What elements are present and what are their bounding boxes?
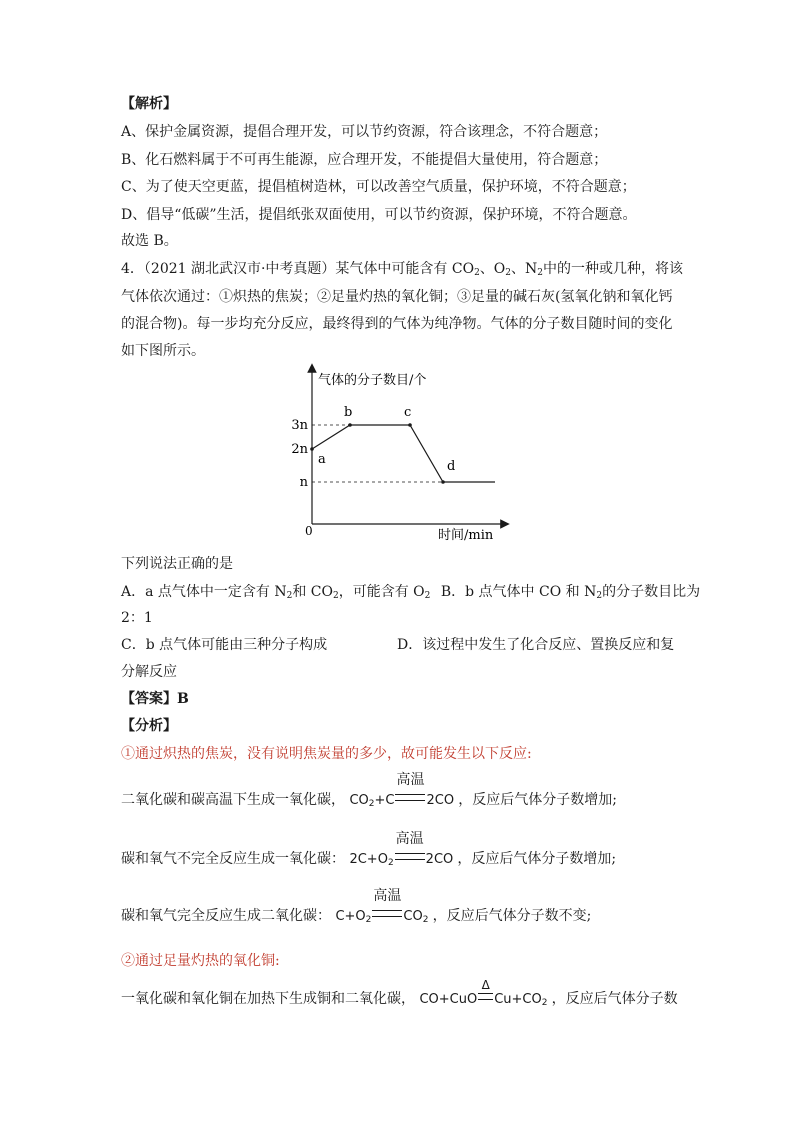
point-label-d: d (447, 459, 456, 474)
eq-term: 2C+O (349, 852, 388, 867)
option-a-text: 和 CO (292, 584, 333, 600)
y-axis-label: 气体的分子数目/个 (318, 373, 427, 388)
point-label-b: b (344, 405, 353, 420)
equals-sign (395, 794, 425, 801)
question-line-4: 如下图所示。 (121, 343, 205, 359)
reaction-2-text: 碳和氧气不完全反应生成一氧化碳： (121, 851, 345, 867)
subscript: 2 (537, 268, 544, 278)
origin-label: 0 (305, 524, 313, 538)
reaction-1 (121, 772, 617, 811)
subscript: 2 (424, 591, 431, 601)
subscript: 2 (368, 799, 375, 809)
series-line (312, 425, 495, 482)
option-a-line (121, 582, 700, 602)
reaction-2 (121, 831, 617, 870)
eq-term: +C (374, 793, 395, 808)
analysis-option-d: D、倡导“低碳”生活，提倡纸张双面使用，可以节约资源，保护环境，不符合题意。 (121, 207, 637, 223)
question-line-2: 气体依次通过：①炽热的焦炭；②足量灼热的氧化铜；③足量的碱石灰(氢氧化钠和氧化钙 (121, 289, 673, 305)
high-temp-condition (394, 831, 426, 870)
reaction-3 (121, 888, 592, 927)
reaction-1-text: 二氧化碳和碳高温下生成一氧化碳， (121, 792, 345, 808)
chart-marks (291, 405, 495, 490)
analysis-option-a: A、保护金属资源，提倡合理开发，可以节约资源，符合该理念，不符合题意； (121, 124, 608, 140)
step-2-text: ②通过足量灼热的氧化铜: (121, 953, 280, 969)
subscript: 2 (387, 858, 394, 868)
eq-term: CO+CuO (419, 992, 478, 1007)
analysis-option-b: B、化石燃料属于不可再生能源，应合理开发，不能提倡大量使用，符合题意； (121, 152, 608, 168)
reaction-2-tail: ，反应后气体分子数增加; (457, 851, 617, 867)
option-a-text: ，可能含有 O (338, 584, 425, 600)
high-temp-condition (371, 888, 403, 927)
heat-condition (477, 978, 494, 1010)
eq-term: CO (403, 909, 423, 924)
y-tick-label: 2n (291, 442, 308, 457)
data-point-c (408, 423, 412, 427)
reaction-4-tail: ，反应后气体分子数 (551, 991, 678, 1007)
option-a: A．a 点气体中一定含有 N (121, 584, 287, 600)
high-temp-condition (394, 772, 426, 811)
condition-label: 高温 (396, 772, 425, 788)
question-text: 、O (479, 261, 506, 277)
option-d: D．该过程中发生了化合反应、置换反应和复 (397, 637, 675, 653)
question-line-3: 的混合物)。每一步均充分反应，最终得到的气体为纯净物。气体的分子数目随时间的变化 (121, 316, 673, 332)
subscript: 2 (474, 268, 480, 278)
equals-sign (372, 910, 402, 917)
reaction-3-tail: ，反应后气体分子数不变; (432, 908, 592, 924)
eq-term: CO (349, 793, 369, 808)
reaction-4 (121, 978, 678, 1010)
equation-2 (349, 831, 457, 868)
subscript: 2 (286, 591, 293, 601)
subscript: 2 (596, 591, 603, 601)
subscript: 2 (541, 998, 548, 1008)
equation-1 (349, 772, 458, 809)
reaction-1-tail: ，反应后气体分子数增加; (458, 792, 617, 808)
point-label-a: a (318, 452, 326, 467)
question-line-1 (121, 259, 683, 279)
subscript: 2 (365, 915, 372, 925)
data-point-b (348, 423, 352, 427)
step-1-text: ①通过炽热的焦炭，没有说明焦炭量的多少，故可能发生以下反应: (121, 746, 532, 762)
eq-term: 2CO (426, 793, 455, 808)
option-d-continuation: 分解反应 (121, 664, 177, 680)
molecule-count-chart (280, 362, 510, 547)
options-prompt: 下列说法正确的是 (121, 556, 233, 572)
y-tick-label: 3n (291, 418, 308, 433)
subscript: 2 (422, 915, 429, 925)
subscript: 2 (505, 268, 512, 278)
data-point-d (441, 480, 445, 484)
condition-label: 高温 (395, 831, 424, 847)
analysis-header: 【解析】 (121, 96, 177, 112)
condition-label: Δ (481, 978, 490, 992)
eq-term: C+O (335, 909, 366, 924)
option-b: B．b 点气体中 CO 和 N (440, 584, 597, 600)
answer-header: 【答案】B (121, 691, 189, 707)
eq-term: Cu+CO (494, 992, 542, 1007)
question-text: 4．（2021 湖北武汉市·中考真题）某气体中可能含有 CO (121, 261, 475, 277)
question-text: 、N (511, 261, 538, 277)
answer-analysis-header: 【分析】 (121, 718, 177, 734)
option-c: C．b 点气体可能由三种分子构成 (121, 637, 328, 653)
point-label-c: c (404, 405, 412, 420)
equals-sign (395, 853, 425, 860)
data-point-a (310, 447, 314, 451)
question-text: 中的一种或几种，将该 (543, 261, 684, 277)
option-b-continuation: 2：1 (121, 610, 153, 626)
condition-label: 高温 (373, 888, 402, 904)
x-axis-label: 时间/min (438, 528, 494, 543)
y-tick-label: n (299, 475, 308, 490)
option-b-text: 的分子数目比为 (602, 584, 701, 600)
analysis-conclusion: 故选 B。 (121, 233, 178, 249)
equation-3 (335, 888, 432, 925)
eq-term: 2CO (425, 852, 454, 867)
analysis-option-c: C、为了使天空更蓝，提倡植树造林，可以改善空气质量，保护环境，不符合题意； (121, 179, 636, 195)
subscript: 2 (332, 591, 339, 601)
reaction-3-text: 碳和氧气完全反应生成二氧化碳： (121, 908, 331, 924)
equation-4 (419, 978, 551, 1008)
reaction-4-text: 一氧化碳和氧化铜在加热下生成铜和二氧化碳， (121, 991, 415, 1007)
